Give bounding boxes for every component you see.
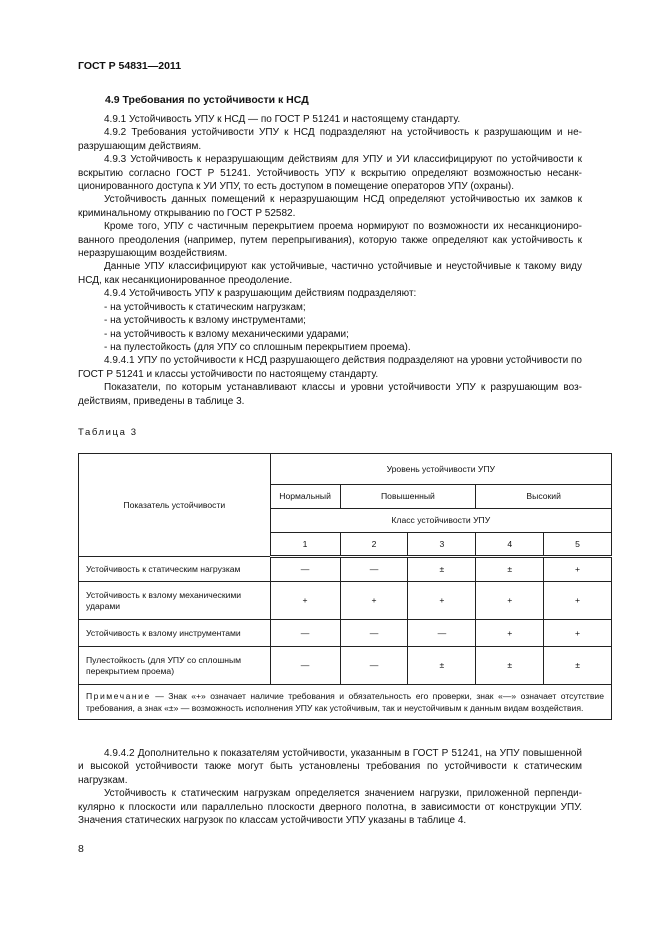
paragraph: Кроме того, УПУ с частичным перекрытием проема нормируют по возможности их несанкционированного преодоления (например, путем перепрыгивания), которую также определяют как устойчивость к неразрушающим воздействиям. xyxy=(78,221,582,260)
row-label: Устойчивость к статическим нагрузкам xyxy=(79,557,271,582)
row-label: Устойчивость к взлому инструментами xyxy=(79,620,271,647)
table-header-indicator: Показатель устойчивости xyxy=(79,454,271,557)
table-cell: — xyxy=(340,620,408,647)
table-cell: ± xyxy=(544,647,612,685)
table-cell: + xyxy=(544,620,612,647)
table-cell: + xyxy=(476,620,544,647)
table-cell: + xyxy=(544,557,612,582)
table-row xyxy=(79,557,612,582)
paragraph: Данные УПУ классифицируют как устойчивые, частично устойчивые и неустойчивые к такому виду НСД, как несанкционированное преодоление. xyxy=(78,261,582,286)
row-label: Устойчивость к взлому механическими ударами xyxy=(79,582,271,620)
table-cell: — xyxy=(408,620,476,647)
paragraph: Устойчивость к статическим нагрузкам определяется значением нагрузки, приложенной перпендикулярно к плоскости или параллельно плоскости дверного полотна, в зависимости от конструкции УПУ. Значения статических нагрузок по классам устойчивости УПУ указаны в таблице 4. xyxy=(78,788,582,827)
paragraph: 4.9.4.1 УПУ по устойчивости к НСД разрушающего действия подразделяют на уровни устойчивости по ГОСТ Р 51241 и классы устойчивости по настоящему стандарту. xyxy=(78,355,582,380)
level-elevated: Повышенный xyxy=(340,485,476,509)
table-cell: + xyxy=(476,582,544,620)
paragraph: 4.9.2 Требования устойчивости УПУ к НСД подразделяют на устойчивость к разрушающим и неразрушающим действиям. xyxy=(78,127,582,152)
table-cell: — xyxy=(340,557,408,582)
paragraph: 4.9.4 Устойчивость УПУ к разрушающим действиям подразделяют: xyxy=(104,288,417,300)
body-text-top xyxy=(78,113,582,408)
class-cell: 5 xyxy=(544,533,612,557)
level-high: Высокий xyxy=(476,485,612,509)
row-label: Пулестойкость (для УПУ со сплошным перекрытием проема) xyxy=(79,647,271,685)
table-cell: + xyxy=(408,582,476,620)
class-cell: 4 xyxy=(476,533,544,557)
table-header-level: Уровень устойчивости УПУ xyxy=(270,454,611,485)
paragraph: Показатели, по которым устанавливают классы и уровни устойчивости УПУ к разрушающим воздействиям, приведены в таблице 3. xyxy=(78,382,582,407)
body-text-bottom xyxy=(78,747,582,827)
class-cell: 3 xyxy=(408,533,476,557)
document-header: ГОСТ Р 54831—2011 xyxy=(78,60,182,72)
table-cell: — xyxy=(340,647,408,685)
list-item: - на устойчивость к взлому инструментами; xyxy=(104,315,306,327)
note-text: — Знак «+» означает наличие требования и обязательность его проверки, знак «—» означает отсутствие требования, а знак «±» — возможность исполнения УПУ как устойчивым, так и неустойчивым к данным видам воздействия. xyxy=(86,691,604,713)
table-cell: ± xyxy=(408,647,476,685)
table-header-class: Класс устойчивости УПУ xyxy=(270,509,611,533)
table-row xyxy=(79,647,612,685)
table-cell: — xyxy=(270,620,340,647)
class-cell: 2 xyxy=(340,533,408,557)
class-cell: 1 xyxy=(270,533,340,557)
table-cell: ± xyxy=(476,647,544,685)
paragraph: Устойчивость данных помещений к неразрушающим НСД определяют устойчивостью их замков к криминальному открыванию по ГОСТ Р 52582. xyxy=(78,194,582,219)
table-note-row xyxy=(79,685,612,720)
table-cell: ± xyxy=(476,557,544,582)
list-item: - на устойчивость к взлому механическими ударами; xyxy=(104,328,349,340)
list-item: - на устойчивость к статическим нагрузкам; xyxy=(104,301,306,313)
table-cell: + xyxy=(270,582,340,620)
page-number: 8 xyxy=(78,843,84,855)
paragraph: 4.9.1 Устойчивость УПУ к НСД — по ГОСТ Р 51241 и настоящему стандарту. xyxy=(104,114,461,125)
table-cell: ± xyxy=(408,557,476,582)
table-row xyxy=(79,620,612,647)
table-cell: — xyxy=(270,647,340,685)
table-cell: + xyxy=(340,582,408,620)
table-cell: — xyxy=(270,557,340,582)
level-normal: Нормальный xyxy=(270,485,340,509)
table-caption: Таблица 3 xyxy=(78,427,138,438)
list-item: - на пулестойкость (для УПУ со сплошным перекрытием проема). xyxy=(104,341,411,353)
paragraph: 4.9.4.2 Дополнительно к показателям устойчивости, указанным в ГОСТ Р 51241, на УПУ повышенной и высокой устойчивости также могут быть установлены требования по устойчивости к статическим нагрузкам. xyxy=(78,748,582,786)
table-note xyxy=(79,685,612,720)
table-row xyxy=(79,582,612,620)
table-cell: + xyxy=(544,582,612,620)
resistance-table xyxy=(78,453,612,720)
note-label: Примечание xyxy=(86,691,151,701)
paragraph: 4.9.3 Устойчивость к неразрушающим действиям для УПУ и УИ классифицируют по устойчивости к вскрытию согласно ГОСТ Р 51241. Устойчивость УПУ к вскрытию определяют возможностью несанкционированного доступа к УИ УПУ, то есть доступом в помещение операторов УПУ (охраны). xyxy=(78,154,582,193)
section-title: 4.9 Требования по устойчивости к НСД xyxy=(105,94,309,106)
